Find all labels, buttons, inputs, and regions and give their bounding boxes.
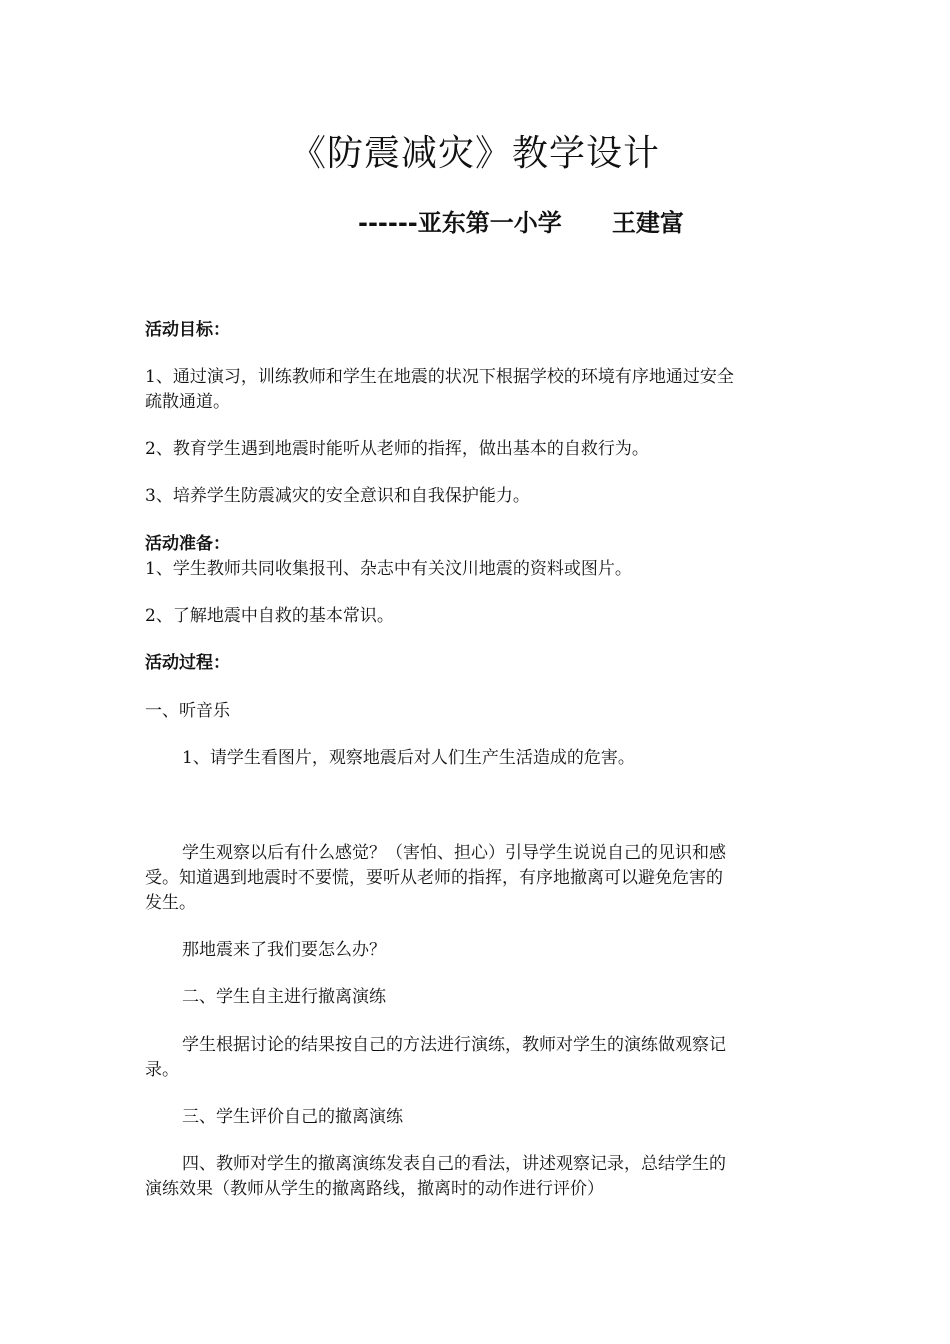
process-question: 那地震来了我们要怎么办？ [182, 940, 386, 960]
goal-item-1-line-1: 1、通过演习，训练教师和学生在地震的状况下根据学校的环境有序地通过安全 [145, 367, 734, 387]
document-title: 《防震减灾》教学设计 [289, 133, 660, 174]
process-heading: 活动过程： [145, 653, 230, 673]
document-author: ------亚东第一小学 王建富 [358, 209, 684, 237]
process-step-drill: 二、学生自主进行撤离演练 [182, 987, 386, 1007]
goal-item-1-line-2: 疏散通道。 [145, 392, 230, 412]
process-step-self-evaluate: 三、学生评价自己的撤离演练 [182, 1107, 403, 1127]
process-observe-line-2: 受。知道遇到地震时不要慌，要听从老师的指挥，有序地撤离可以避免危害的 [145, 868, 723, 888]
goal-item-3: 3、培养学生防震减灾的安全意识和自我保护能力。 [145, 486, 530, 506]
goals-heading: 活动目标： [145, 320, 230, 340]
process-teacher-line-1: 四、教师对学生的撤离演练发表自己的看法，讲述观察记录，总结学生的 [182, 1154, 726, 1174]
process-teacher-line-2: 演练效果（教师从学生的撤离路线，撤离时的动作进行评价） [145, 1179, 604, 1199]
process-drill-line-1: 学生根据讨论的结果按自己的方法进行演练，教师对学生的演练做观察记 [182, 1035, 726, 1055]
process-step-pictures: 1、请学生看图片，观察地震后对人们生产生活造成的危害。 [182, 748, 635, 768]
preparation-item-1: 1、学生教师共同收集报刊、杂志中有关汶川地震的资料或图片。 [145, 559, 632, 579]
preparation-heading: 活动准备： [145, 534, 230, 554]
goal-item-2: 2、教育学生遇到地震时能听从老师的指挥，做出基本的自救行为。 [145, 439, 649, 459]
process-observe-line-3: 发生。 [145, 893, 196, 913]
preparation-item-2: 2、了解地震中自救的基本常识。 [145, 606, 394, 626]
process-observe-line-1: 学生观察以后有什么感觉？（害怕、担心）引导学生说说自己的见识和感 [182, 843, 726, 863]
process-step-music: 一、听音乐 [145, 701, 230, 721]
process-drill-line-2: 录。 [145, 1060, 179, 1080]
